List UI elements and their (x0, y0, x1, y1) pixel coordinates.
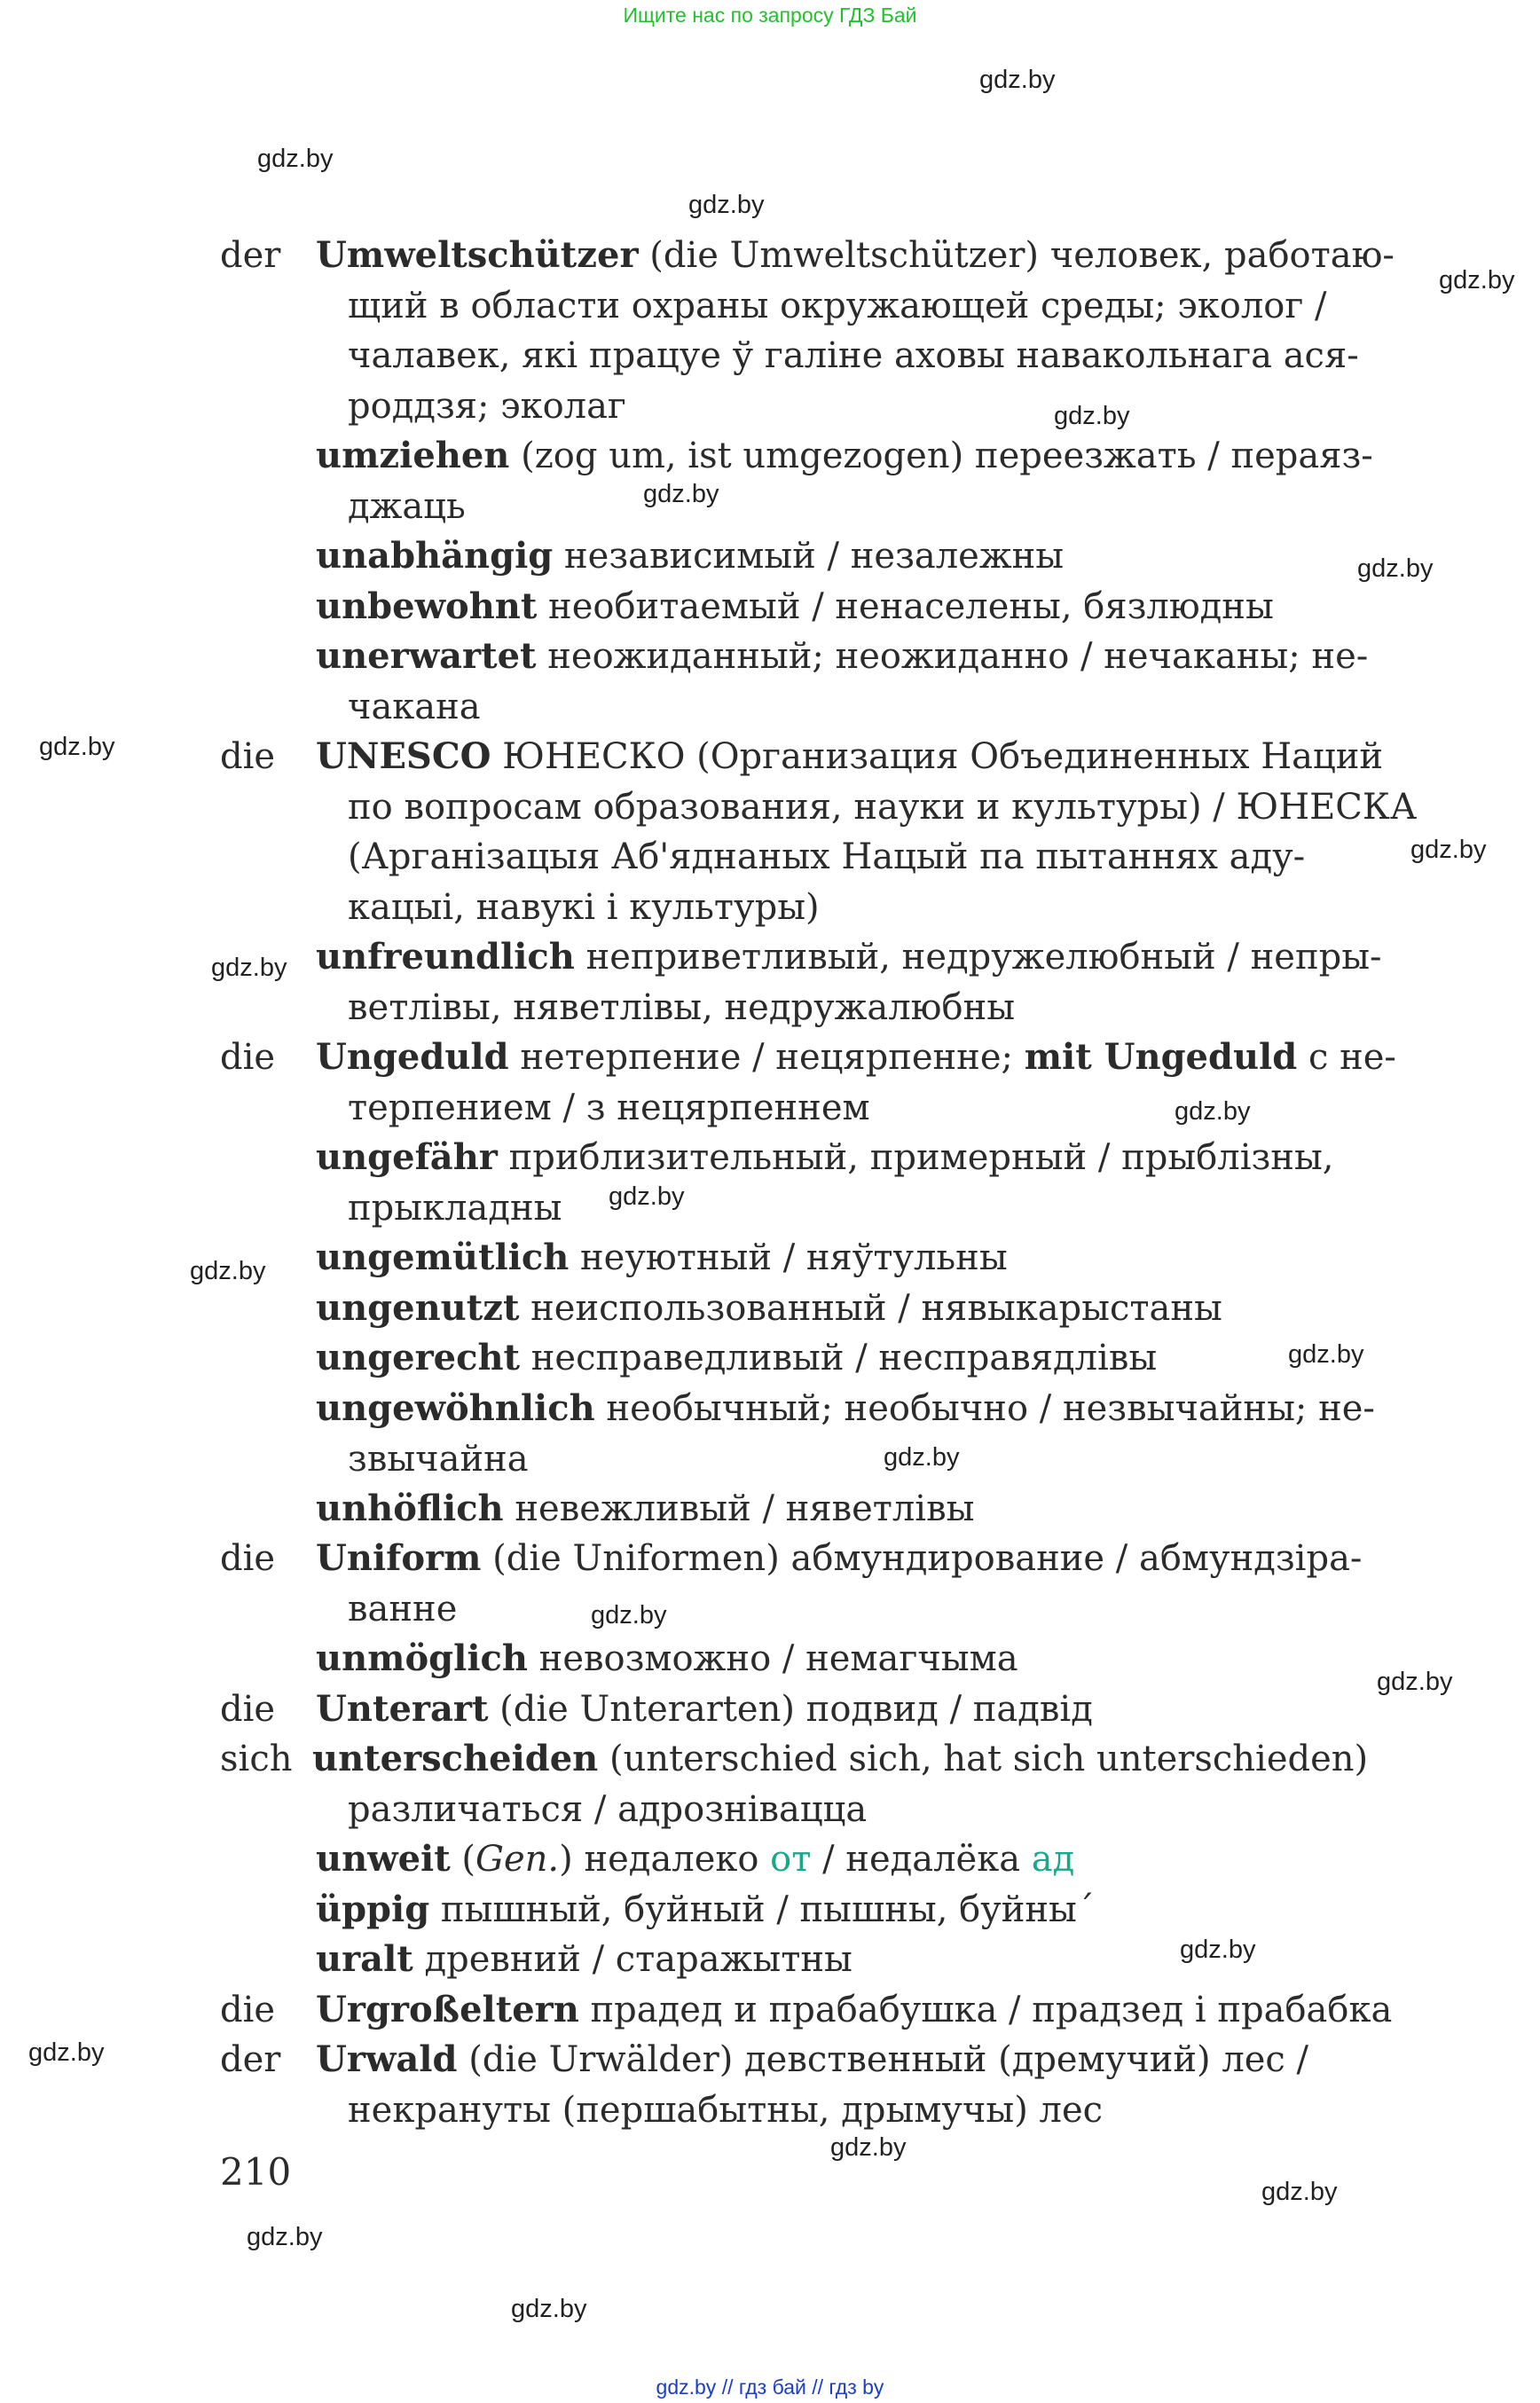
watermark: gdz.by (39, 733, 115, 761)
translation: (unterschied sich, hat sich unterschieden) (598, 1739, 1369, 1779)
headword: UNESCO (316, 735, 491, 777)
headword: unhöflich (316, 1488, 504, 1529)
dict-entry (220, 1985, 1419, 2036)
continuation: щий в области охраны окружающей среды; эколог / (348, 285, 1327, 326)
article: die (220, 1689, 276, 1730)
case-abbr: Gen. (475, 1839, 560, 1880)
headword: umziehen (316, 435, 510, 476)
translation: неуютный / няўтульны (569, 1237, 1008, 1278)
translation: необитаемый / ненаселены, бязлюдны (537, 586, 1274, 627)
translation: невежливый / няветлівы (503, 1488, 975, 1529)
dict-entry (220, 1684, 1419, 1735)
footer-links[interactable]: gdz.by // гдз бай // гдз by (656, 2376, 884, 2399)
watermark: gdz.by (884, 1443, 960, 1472)
headword: unweit (316, 1838, 451, 1880)
article: sich (220, 1739, 293, 1779)
continuation: терпением / з нецярпеннем (348, 1087, 870, 1128)
headword: Ungeduld (316, 1036, 509, 1078)
translation: неожиданный; неожиданно / нечаканы; не- (536, 636, 1369, 677)
dict-entry (220, 1534, 1419, 1634)
dict-entry (220, 1133, 1419, 1233)
dict-entry (220, 2035, 1419, 2135)
continuation: по вопросам образования, науки и культуры) / ЮНЕСКА (348, 786, 1418, 828)
continuation: прыкладны (348, 1187, 562, 1229)
headword: ungenutzt (316, 1287, 520, 1329)
watermark: gdz.by (1261, 2178, 1338, 2206)
headword: uralt (316, 1938, 413, 1980)
watermark: gdz.by (1439, 266, 1515, 294)
dict-entry (220, 231, 1419, 431)
dict-entry (220, 1734, 1419, 1834)
watermark: gdz.by (211, 954, 287, 982)
headword: Umweltschützer (316, 234, 639, 276)
dict-entry (220, 1885, 1419, 1936)
dict-entry (220, 1834, 1419, 1885)
headword: ungefähr (316, 1136, 498, 1178)
continuation: чакана (348, 686, 481, 727)
translation: невозможно / немагчыма (527, 1638, 1018, 1679)
watermark: gdz.by (257, 145, 334, 173)
translation: приблизительный, примерный / прыблізны, (497, 1137, 1334, 1178)
headword: unabhängig (316, 535, 554, 577)
translation: несправедливый / несправядлівы (520, 1338, 1158, 1378)
translation: ЮНЕСКО (Организация Объединенных Наций (491, 736, 1384, 777)
translation: необычный; необычно / незвычайны; не- (594, 1388, 1375, 1429)
headword: Urgroßeltern (316, 1989, 579, 2030)
watermark: gdz.by (190, 1257, 266, 1285)
top-banner[interactable]: Ищите нас по запросу ГДЗ Бай (623, 4, 917, 27)
continuation: различаться / адрозніваццa (348, 1788, 868, 1830)
dict-entry (220, 1233, 1419, 1284)
article: die (220, 1037, 276, 1078)
translation: неиспользованный / нявыкарыстаны (519, 1288, 1222, 1329)
translation: ) недалеко (559, 1839, 771, 1880)
headword: unmöglich (316, 1637, 528, 1679)
headword: Unterart (316, 1688, 489, 1730)
dict-entry (220, 1033, 1419, 1133)
watermark: gdz.by (643, 480, 719, 508)
continuation: чалавек, які працуе ў галіне аховы навакольнага ася- (348, 335, 1359, 376)
dict-entry (220, 431, 1419, 531)
watermark: gdz.by (1357, 554, 1434, 583)
dict-entry (220, 531, 1419, 582)
headword-phrase: mit Ungeduld (1024, 1036, 1298, 1078)
translation: пышный, буйный / пышны, буйны´ (429, 1889, 1095, 1930)
continuation: роддзя; эколаг (348, 385, 626, 427)
watermark: gdz.by (1180, 1936, 1256, 1964)
continuation: (Арганізацыя Аб'яднаных Нацый па пытаннях аду- (348, 836, 1306, 877)
dict-entry (220, 1484, 1419, 1535)
watermark: gdz.by (979, 66, 1056, 94)
watermark: gdz.by (609, 1182, 685, 1211)
continuation: звычайна (348, 1438, 529, 1480)
continuation: джаць (348, 485, 466, 527)
headword: üppig (316, 1889, 430, 1930)
headword: Uniform (316, 1537, 482, 1579)
dict-entry (220, 732, 1419, 932)
headword: ungemütlich (316, 1237, 570, 1278)
dict-entry (220, 582, 1419, 632)
translation: с не- (1297, 1037, 1396, 1078)
translation: (die Umweltschützer) человек, работаю- (638, 235, 1395, 276)
watermark: gdz.by (1410, 836, 1487, 864)
watermark: gdz.by (28, 2038, 105, 2067)
watermark: gdz.by (830, 2133, 907, 2162)
continuation: кацыі, навукі і культуры) (348, 886, 820, 928)
headword: Urwald (316, 2038, 458, 2080)
dict-entry (220, 1634, 1419, 1684)
headword: unbewohnt (316, 585, 538, 627)
watermark: gdz.by (247, 2223, 323, 2251)
translation: ( (450, 1839, 476, 1880)
article: der (220, 2039, 281, 2080)
dict-entry (220, 632, 1419, 732)
article: die (220, 1990, 276, 2030)
watermark: gdz.by (1175, 1097, 1251, 1126)
dict-entry (220, 1935, 1419, 1985)
translation: нетерпение / нецярпенне; (508, 1037, 1025, 1078)
watermark: gdz.by (1054, 402, 1130, 430)
dict-entry (220, 1333, 1419, 1384)
article: die (220, 736, 276, 777)
preposition: от (770, 1839, 812, 1880)
page-number: 210 (220, 2150, 292, 2194)
article: der (220, 235, 281, 276)
article: die (220, 1538, 276, 1579)
continuation: ветлівы, няветлівы, недружалюбны (348, 986, 1016, 1028)
translation: прадед и прабабушка / прадзед і прабабка (578, 1990, 1393, 2030)
headword: ungerecht (316, 1337, 521, 1378)
dict-entry (220, 932, 1419, 1033)
translation: (die Unterarten) подвид / падвід (488, 1689, 1093, 1730)
translation: (zog um, ist umgezogen) переезжать / пераяз- (509, 436, 1373, 476)
dict-entry (220, 1384, 1419, 1484)
headword: unerwartet (316, 635, 537, 677)
translation: древний / старажытны (412, 1939, 852, 1980)
watermark: gdz.by (1377, 1668, 1453, 1696)
watermark: gdz.by (1288, 1340, 1364, 1369)
translation: / недалёка (811, 1839, 1032, 1880)
continuation: некрануты (першабытны, дрымучы) лес (348, 2089, 1104, 2131)
watermark: gdz.by (511, 2295, 587, 2323)
translation: независимый / незалежны (553, 536, 1065, 577)
translation: (die Uniformen) абмундирование / абмундзіра- (481, 1538, 1363, 1579)
headword: ungewöhnlich (316, 1387, 595, 1429)
translation: неприветливый, недружелюбный / непры- (574, 937, 1382, 978)
continuation: ванне (348, 1588, 458, 1629)
watermark: gdz.by (688, 191, 765, 219)
watermark: gdz.by (591, 1601, 667, 1629)
dict-entry (220, 1284, 1419, 1334)
headword: unterscheiden (312, 1738, 599, 1779)
headword: unfreundlich (316, 936, 575, 978)
preposition: ад (1031, 1839, 1075, 1880)
translation: (die Urwälder) девственный (дремучий) лес / (457, 2039, 1309, 2080)
